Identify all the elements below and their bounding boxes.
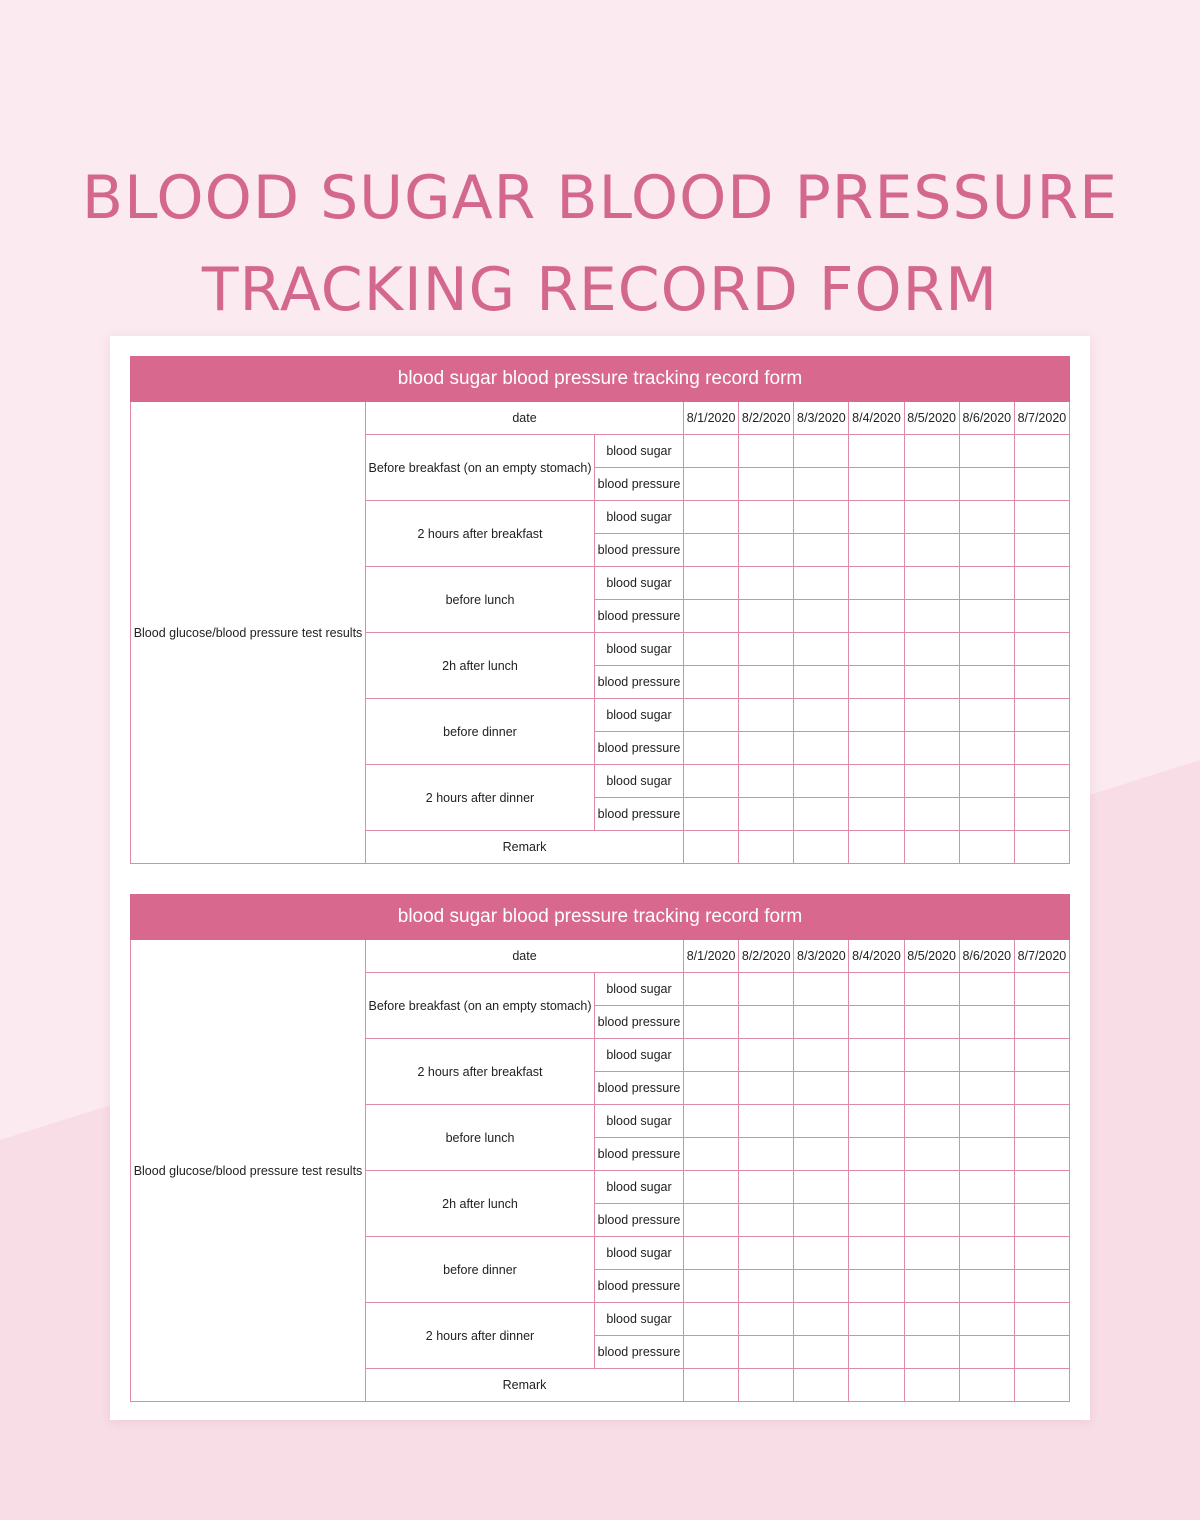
entry-cell[interactable]: [684, 435, 739, 468]
entry-cell[interactable]: [794, 501, 849, 534]
measure-label: blood pressure: [595, 732, 684, 765]
entry-cell[interactable]: [684, 699, 739, 732]
period-label: 2 hours after breakfast: [366, 1039, 595, 1105]
period-label: before lunch: [366, 1105, 595, 1171]
entry-cell[interactable]: [684, 732, 739, 765]
entry-cell[interactable]: [849, 1171, 904, 1204]
entry-cell[interactable]: [904, 1303, 959, 1336]
entry-cell[interactable]: [849, 1072, 904, 1105]
entry-cell[interactable]: [959, 1006, 1014, 1039]
entry-cell[interactable]: [904, 567, 959, 600]
entry-cell[interactable]: [1014, 534, 1069, 567]
entry-cell[interactable]: [1014, 567, 1069, 600]
measure-label: blood pressure: [595, 666, 684, 699]
entry-cell[interactable]: [739, 1039, 794, 1072]
entry-cell[interactable]: [959, 501, 1014, 534]
entry-cell[interactable]: [684, 1138, 739, 1171]
date-label: date: [366, 940, 684, 973]
entry-cell[interactable]: [794, 666, 849, 699]
entry-cell[interactable]: [739, 435, 794, 468]
entry-cell[interactable]: [1014, 1105, 1069, 1138]
entry-cell[interactable]: [794, 1204, 849, 1237]
entry-cell[interactable]: [959, 699, 1014, 732]
entry-cell[interactable]: [904, 1039, 959, 1072]
entry-cell[interactable]: [794, 1039, 849, 1072]
date-column-header: 8/7/2020: [1014, 940, 1069, 973]
entry-cell[interactable]: [849, 1336, 904, 1369]
entry-cell[interactable]: [739, 798, 794, 831]
date-column-header: 8/4/2020: [849, 402, 904, 435]
date-column-header: 8/3/2020: [794, 402, 849, 435]
measure-label: blood pressure: [595, 1006, 684, 1039]
date-column-header: 8/6/2020: [959, 402, 1014, 435]
entry-cell[interactable]: [794, 1336, 849, 1369]
entry-cell[interactable]: [959, 1303, 1014, 1336]
entry-cell[interactable]: [1014, 765, 1069, 798]
page-title: [0, 152, 1200, 336]
entry-cell[interactable]: [684, 1171, 739, 1204]
form-card: [110, 336, 1090, 1420]
entry-cell[interactable]: [794, 765, 849, 798]
entry-cell[interactable]: [904, 1204, 959, 1237]
entry-cell[interactable]: [1014, 732, 1069, 765]
remark-cell[interactable]: [739, 831, 794, 864]
period-label: 2 hours after dinner: [366, 1303, 595, 1369]
entry-cell[interactable]: [739, 1336, 794, 1369]
entry-cell[interactable]: [849, 1270, 904, 1303]
entry-cell[interactable]: [959, 973, 1014, 1006]
measure-label: blood sugar: [595, 567, 684, 600]
entry-cell[interactable]: [849, 468, 904, 501]
measure-label: blood pressure: [595, 600, 684, 633]
entry-cell[interactable]: [794, 1006, 849, 1039]
entry-cell[interactable]: [904, 765, 959, 798]
entry-cell[interactable]: [739, 732, 794, 765]
record-form-table-2: [130, 894, 1070, 1402]
entry-cell[interactable]: [739, 765, 794, 798]
entry-cell[interactable]: [959, 567, 1014, 600]
entry-cell[interactable]: [739, 600, 794, 633]
entry-cell[interactable]: [794, 1171, 849, 1204]
entry-cell[interactable]: [904, 699, 959, 732]
entry-cell[interactable]: [794, 699, 849, 732]
entry-cell[interactable]: [849, 732, 904, 765]
entry-cell[interactable]: [1014, 1039, 1069, 1072]
test-results-label: Blood glucose/blood pressure test results: [131, 940, 366, 1402]
period-label: Before breakfast (on an empty stomach): [366, 973, 595, 1039]
entry-cell[interactable]: [684, 567, 739, 600]
remark-cell[interactable]: [959, 831, 1014, 864]
entry-cell[interactable]: [904, 633, 959, 666]
entry-cell[interactable]: [684, 468, 739, 501]
entry-cell[interactable]: [739, 633, 794, 666]
entry-cell[interactable]: [1014, 1336, 1069, 1369]
measure-label: blood sugar: [595, 699, 684, 732]
entry-cell[interactable]: [794, 798, 849, 831]
entry-cell[interactable]: [904, 1237, 959, 1270]
entry-cell[interactable]: [1014, 468, 1069, 501]
period-label: Before breakfast (on an empty stomach): [366, 435, 595, 501]
entry-cell[interactable]: [1014, 1270, 1069, 1303]
entry-cell[interactable]: [959, 1336, 1014, 1369]
entry-cell[interactable]: [1014, 1237, 1069, 1270]
page-title-line-1: BLOOD SUGAR BLOOD PRESSURE: [81, 163, 1119, 234]
entry-cell[interactable]: [849, 633, 904, 666]
entry-cell[interactable]: [904, 1138, 959, 1171]
entry-cell[interactable]: [959, 1105, 1014, 1138]
remark-cell[interactable]: [684, 1369, 739, 1402]
entry-cell[interactable]: [904, 1105, 959, 1138]
entry-cell[interactable]: [849, 1039, 904, 1072]
entry-cell[interactable]: [684, 666, 739, 699]
entry-cell[interactable]: [904, 732, 959, 765]
page-title-line-2: TRACKING RECORD FORM: [201, 255, 999, 326]
date-column-header: 8/1/2020: [684, 940, 739, 973]
entry-cell[interactable]: [849, 600, 904, 633]
entry-cell[interactable]: [1014, 1006, 1069, 1039]
entry-cell[interactable]: [904, 666, 959, 699]
period-label: before dinner: [366, 1237, 595, 1303]
period-label: 2 hours after breakfast: [366, 501, 595, 567]
entry-cell[interactable]: [739, 699, 794, 732]
entry-cell[interactable]: [684, 534, 739, 567]
date-column-header: 8/3/2020: [794, 940, 849, 973]
entry-cell[interactable]: [739, 567, 794, 600]
entry-cell[interactable]: [739, 1105, 794, 1138]
entry-cell[interactable]: [904, 973, 959, 1006]
date-column-header: 8/2/2020: [739, 402, 794, 435]
measure-label: blood pressure: [595, 1270, 684, 1303]
measure-label: blood pressure: [595, 798, 684, 831]
entry-cell[interactable]: [959, 1039, 1014, 1072]
measure-label: blood sugar: [595, 435, 684, 468]
entry-cell[interactable]: [739, 1303, 794, 1336]
entry-cell[interactable]: [739, 1204, 794, 1237]
entry-cell[interactable]: [684, 1204, 739, 1237]
measure-label: blood sugar: [595, 1039, 684, 1072]
entry-cell[interactable]: [794, 600, 849, 633]
entry-cell[interactable]: [684, 1303, 739, 1336]
entry-cell[interactable]: [739, 973, 794, 1006]
entry-cell[interactable]: [904, 435, 959, 468]
date-column-header: 8/4/2020: [849, 940, 904, 973]
date-column-header: 8/1/2020: [684, 402, 739, 435]
entry-cell[interactable]: [849, 1138, 904, 1171]
measure-label: blood sugar: [595, 1105, 684, 1138]
entry-cell[interactable]: [849, 501, 904, 534]
period-label: before lunch: [366, 567, 595, 633]
entry-cell[interactable]: [739, 1006, 794, 1039]
entry-cell[interactable]: [1014, 666, 1069, 699]
measure-label: blood pressure: [595, 1138, 684, 1171]
entry-cell[interactable]: [684, 633, 739, 666]
entry-cell[interactable]: [684, 1039, 739, 1072]
entry-cell[interactable]: [794, 435, 849, 468]
entry-cell[interactable]: [794, 1303, 849, 1336]
entry-cell[interactable]: [904, 1171, 959, 1204]
entry-cell[interactable]: [794, 1270, 849, 1303]
entry-cell[interactable]: [904, 468, 959, 501]
entry-cell[interactable]: [684, 1336, 739, 1369]
entry-cell[interactable]: [959, 765, 1014, 798]
entry-cell[interactable]: [684, 501, 739, 534]
remark-cell[interactable]: [1014, 1369, 1069, 1402]
entry-cell[interactable]: [739, 1237, 794, 1270]
entry-cell[interactable]: [849, 1237, 904, 1270]
entry-cell[interactable]: [849, 973, 904, 1006]
entry-cell[interactable]: [904, 534, 959, 567]
entry-cell[interactable]: [959, 633, 1014, 666]
measure-label: blood sugar: [595, 973, 684, 1006]
entry-cell[interactable]: [684, 1105, 739, 1138]
entry-cell[interactable]: [1014, 1204, 1069, 1237]
period-label: 2h after lunch: [366, 1171, 595, 1237]
entry-cell[interactable]: [959, 468, 1014, 501]
entry-cell[interactable]: [849, 765, 904, 798]
form-header: blood sugar blood pressure tracking record form: [131, 895, 1070, 940]
entry-cell[interactable]: [849, 567, 904, 600]
measure-label: blood pressure: [595, 468, 684, 501]
entry-cell[interactable]: [739, 468, 794, 501]
entry-cell[interactable]: [794, 732, 849, 765]
entry-cell[interactable]: [794, 633, 849, 666]
entry-cell[interactable]: [904, 1336, 959, 1369]
entry-cell[interactable]: [1014, 633, 1069, 666]
date-column-header: 8/5/2020: [904, 402, 959, 435]
entry-cell[interactable]: [904, 798, 959, 831]
entry-cell[interactable]: [684, 1237, 739, 1270]
entry-cell[interactable]: [739, 1270, 794, 1303]
entry-cell[interactable]: [794, 1138, 849, 1171]
entry-cell[interactable]: [1014, 1072, 1069, 1105]
entry-cell[interactable]: [904, 1270, 959, 1303]
measure-label: blood pressure: [595, 1072, 684, 1105]
entry-cell[interactable]: [739, 1138, 794, 1171]
entry-cell[interactable]: [794, 1237, 849, 1270]
measure-label: blood pressure: [595, 1336, 684, 1369]
entry-cell[interactable]: [1014, 1138, 1069, 1171]
remark-label: Remark: [366, 1369, 684, 1402]
measure-label: blood pressure: [595, 1204, 684, 1237]
entry-cell[interactable]: [1014, 973, 1069, 1006]
remark-cell[interactable]: [739, 1369, 794, 1402]
entry-cell[interactable]: [959, 1138, 1014, 1171]
entry-cell[interactable]: [904, 1072, 959, 1105]
entry-cell[interactable]: [849, 1204, 904, 1237]
entry-cell[interactable]: [959, 1072, 1014, 1105]
measure-label: blood sugar: [595, 1237, 684, 1270]
entry-cell[interactable]: [849, 1006, 904, 1039]
date-column-header: 8/7/2020: [1014, 402, 1069, 435]
entry-cell[interactable]: [959, 798, 1014, 831]
record-form-table-1: [130, 356, 1070, 864]
entry-cell[interactable]: [959, 1237, 1014, 1270]
entry-cell[interactable]: [794, 973, 849, 1006]
entry-cell[interactable]: [959, 435, 1014, 468]
entry-cell[interactable]: [904, 1006, 959, 1039]
remark-cell[interactable]: [904, 831, 959, 864]
date-column-header: 8/5/2020: [904, 940, 959, 973]
entry-cell[interactable]: [739, 1072, 794, 1105]
period-label: before dinner: [366, 699, 595, 765]
remark-cell[interactable]: [904, 1369, 959, 1402]
entry-cell[interactable]: [739, 666, 794, 699]
entry-cell[interactable]: [1014, 600, 1069, 633]
entry-cell[interactable]: [794, 1072, 849, 1105]
measure-label: blood sugar: [595, 765, 684, 798]
remark-label: Remark: [366, 831, 684, 864]
measure-label: blood sugar: [595, 633, 684, 666]
entry-cell[interactable]: [684, 765, 739, 798]
entry-cell[interactable]: [1014, 699, 1069, 732]
entry-cell[interactable]: [959, 1204, 1014, 1237]
remark-cell[interactable]: [794, 831, 849, 864]
period-label: 2 hours after dinner: [366, 765, 595, 831]
period-label: 2h after lunch: [366, 633, 595, 699]
entry-cell[interactable]: [684, 1006, 739, 1039]
entry-cell[interactable]: [849, 1303, 904, 1336]
entry-cell[interactable]: [849, 1105, 904, 1138]
entry-cell[interactable]: [1014, 1171, 1069, 1204]
remark-cell[interactable]: [849, 1369, 904, 1402]
entry-cell[interactable]: [849, 666, 904, 699]
measure-label: blood sugar: [595, 1303, 684, 1336]
entry-cell[interactable]: [1014, 1303, 1069, 1336]
date-label: date: [366, 402, 684, 435]
entry-cell[interactable]: [1014, 501, 1069, 534]
entry-cell[interactable]: [684, 973, 739, 1006]
entry-cell[interactable]: [1014, 435, 1069, 468]
entry-cell[interactable]: [794, 1105, 849, 1138]
entry-cell[interactable]: [959, 1171, 1014, 1204]
entry-cell[interactable]: [684, 1270, 739, 1303]
entry-cell[interactable]: [684, 1072, 739, 1105]
entry-cell[interactable]: [904, 600, 959, 633]
measure-label: blood sugar: [595, 1171, 684, 1204]
entry-cell[interactable]: [794, 468, 849, 501]
entry-cell[interactable]: [684, 798, 739, 831]
remark-cell[interactable]: [1014, 831, 1069, 864]
entry-cell[interactable]: [959, 1270, 1014, 1303]
entry-cell[interactable]: [959, 534, 1014, 567]
entry-cell[interactable]: [849, 699, 904, 732]
entry-cell[interactable]: [794, 567, 849, 600]
entry-cell[interactable]: [849, 534, 904, 567]
entry-cell[interactable]: [794, 534, 849, 567]
test-results-label: Blood glucose/blood pressure test results: [131, 402, 366, 864]
entry-cell[interactable]: [904, 501, 959, 534]
entry-cell[interactable]: [684, 600, 739, 633]
remark-cell[interactable]: [959, 1369, 1014, 1402]
entry-cell[interactable]: [739, 534, 794, 567]
entry-cell[interactable]: [849, 798, 904, 831]
entry-cell[interactable]: [739, 501, 794, 534]
date-column-header: 8/2/2020: [739, 940, 794, 973]
form-header: blood sugar blood pressure tracking record form: [131, 357, 1070, 402]
entry-cell[interactable]: [959, 600, 1014, 633]
remark-cell[interactable]: [794, 1369, 849, 1402]
entry-cell[interactable]: [739, 1171, 794, 1204]
entry-cell[interactable]: [959, 666, 1014, 699]
entry-cell[interactable]: [959, 732, 1014, 765]
entry-cell[interactable]: [849, 435, 904, 468]
measure-label: blood pressure: [595, 534, 684, 567]
measure-label: blood sugar: [595, 501, 684, 534]
remark-cell[interactable]: [849, 831, 904, 864]
date-column-header: 8/6/2020: [959, 940, 1014, 973]
entry-cell[interactable]: [1014, 798, 1069, 831]
remark-cell[interactable]: [684, 831, 739, 864]
